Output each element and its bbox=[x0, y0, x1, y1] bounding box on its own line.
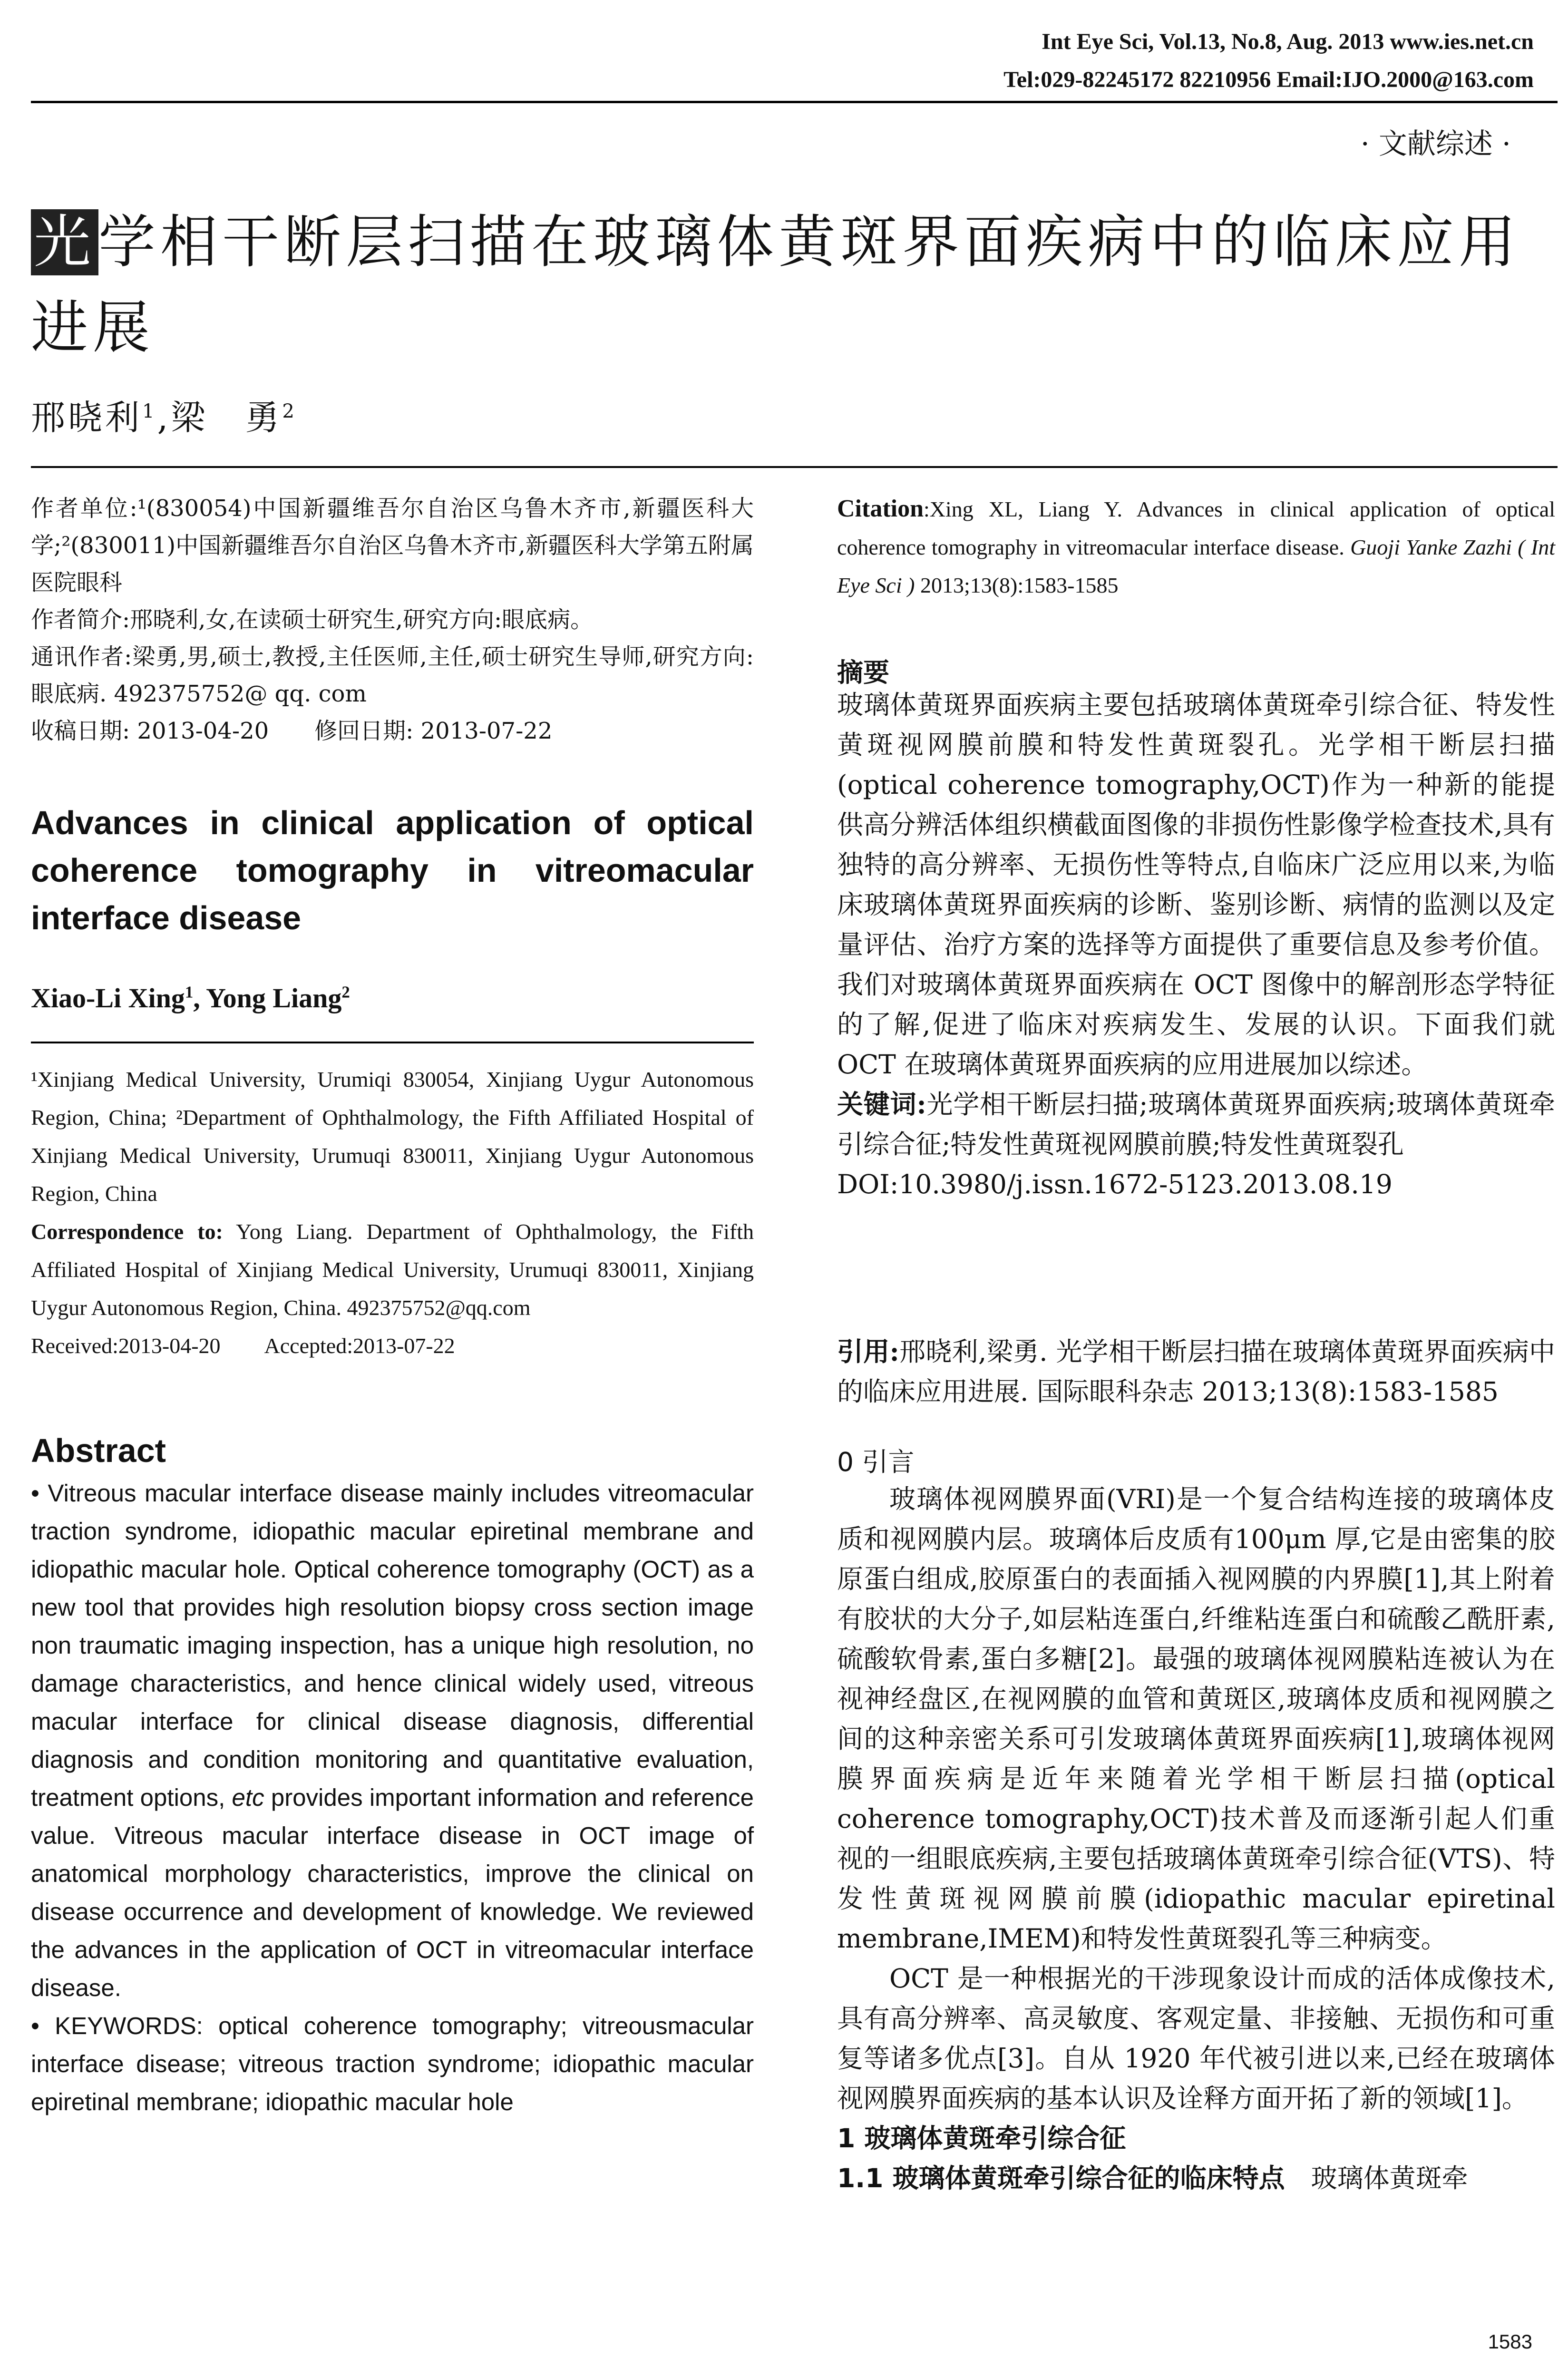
keywords-cn bbox=[837, 1084, 1555, 1164]
title-rest: 学相干断层扫描在玻璃体黄斑界面疾病中的临床应用进展 bbox=[31, 209, 1520, 361]
article-title bbox=[31, 200, 1534, 371]
affil-dates-cn: 收稿日期: 2013-04-20 修回日期: 2013-07-22 bbox=[31, 718, 553, 744]
author-2-sup: 2 bbox=[282, 400, 297, 422]
citation-en-text: :Xing XL, Liang Y. Advances in clinical application of optical coherence tomography in vitreomacular interface disease. bbox=[837, 497, 1555, 559]
en-corr-label: Correspondence to: bbox=[31, 1219, 223, 1244]
abstract-en-text bbox=[31, 1474, 754, 2007]
english-affiliation-block bbox=[31, 1061, 754, 1365]
affil-intro-cn: 作者简介:邢晓利,女,在读硕士研究生,研究方向:眼底病。 bbox=[31, 606, 594, 633]
citation-en-tail: 2013;13(8):1583-1585 bbox=[915, 573, 1119, 597]
header-rule bbox=[31, 101, 1558, 103]
section-1-1-text: 玻璃体黄斑牵 bbox=[1285, 2163, 1468, 2193]
keywords-cn-text: 光学相干断层扫描;玻璃体黄斑界面疾病;玻璃体黄斑牵引综合征;特发性黄斑视网膜前膜;特发性黄斑裂孔 bbox=[837, 1089, 1555, 1159]
affil-unit-cn: 作者单位:¹(830054)中国新疆维吾尔自治区乌鲁木齐市,新疆医科大学;²(830011)中国新疆维吾尔自治区乌鲁木齐市,新疆医科大学第五附属医院眼科 bbox=[31, 495, 754, 596]
abstract-en-keywords: • KEYWORDS: optical coherence tomography; vitreousmacular interface disease; vitreous traction syndrome; idiopathic macular epiretinal membrane; idiopathic macular hole bbox=[31, 2012, 754, 2115]
en-author-2-sup: 2 bbox=[341, 983, 350, 1002]
authors-rule bbox=[31, 466, 1558, 468]
en-dates: Received:2013-04-20 Accepted:2013-07-22 bbox=[31, 1334, 455, 1358]
intro-heading: 0 引言 bbox=[837, 1447, 915, 1477]
author-1-cn: 邢晓利 bbox=[31, 398, 143, 438]
citation-cn-label: 引用: bbox=[837, 1336, 899, 1367]
citation-en-label: Citation bbox=[837, 495, 924, 522]
abstract-en-etc: etc bbox=[232, 1784, 264, 1811]
affil-corr-cn: 通讯作者:梁勇,男,硕士,教授,主任医师,主任,硕士研究生导师,研究方向:眼底病. 492375752@ qq. com bbox=[31, 643, 754, 707]
authors-cn bbox=[31, 390, 297, 439]
author-1-sup: 1 bbox=[142, 400, 157, 422]
citation-en bbox=[837, 490, 1555, 604]
en-correspondence bbox=[31, 1213, 754, 1327]
abstract-en-text-a: • Vitreous macular interface disease mainly includes vitreomacular traction syndrome, idiopathic macular epiretinal membrane and idiopathic macular hole. Optical coherence tomography (OCT) as a new tool that provides high resolution biopsy cross section image non traumatic imaging inspection, has a unique high resolution, no damage characteristics, and hence clinical widely used, vitreous macular interface for clinical disease diagnosis, differential diagnosis and condition monitoring and quantitative evaluation, treatment options, bbox=[31, 1480, 754, 1811]
contact-header-line: Tel:029-82245172 82210956 Email:IJO.2000@163.com bbox=[1003, 67, 1534, 92]
intro-block bbox=[837, 1479, 1555, 2198]
abstract-cn-block bbox=[837, 685, 1555, 1204]
title-first-char: 光 bbox=[31, 209, 98, 275]
doi-cn: DOI:10.3980/j.issn.1672-5123.2013.08.19 bbox=[837, 1169, 1393, 1199]
citation-en-journal: Guoji Yanke Zazhi ( Int Eye Sci ) bbox=[837, 535, 1556, 597]
en-author-sep: , Yong Liang bbox=[193, 983, 342, 1013]
affiliation-cn-block bbox=[31, 490, 754, 750]
citation-cn bbox=[837, 1332, 1555, 1412]
en-corr-text: Yong Liang. Department of Ophthalmology, the Fifth Affiliated Hospital of Xinjiang Medical University, Urumuqi 830011, Xinjiang Uygur Autonomous Region, China. 492375752@qq.com bbox=[31, 1219, 754, 1320]
abstract-en-body bbox=[31, 1474, 754, 2121]
citation-cn-text: 邢晓利,梁勇. 光学相干断层扫描在玻璃体黄斑界面疾病中的临床应用进展. 国际眼科杂志 2013;13(8):1583-1585 bbox=[837, 1336, 1555, 1407]
page-number: 1583 bbox=[1488, 2330, 1532, 2353]
section-1-heading: 1 玻璃体黄斑牵引综合征 bbox=[837, 2123, 1126, 2153]
journal-header-line: Int Eye Sci, Vol.13, No.8, Aug. 2013 www.ies.net.cn bbox=[1042, 29, 1534, 54]
section-1-1-heading: 1.1 玻璃体黄斑牵引综合征的临床特点 bbox=[837, 2163, 1285, 2193]
keywords-cn-label: 关键词: bbox=[837, 1089, 926, 1120]
abstract-en-text-b: provides important information and reference value. Vitreous macular interface disease in OCT image of anatomical morphology characteristics, improve the clinical on disease occurrence and development of knowledge. We reviewed the advances in the application of OCT in vitreomacular interface disease. bbox=[31, 1784, 754, 2001]
abstract-cn-body: 玻璃体黄斑界面疾病主要包括玻璃体黄斑牵引综合征、特发性黄斑视网膜前膜和特发性黄斑裂孔。光学相干断层扫描(optical coherence tomography,OCT)作为一种新的能提供高分辨活体组织横截面图像的非损伤性影像学检查技术,具有独特的高分辨率、无损伤性等特点,自临床广泛应用以来,为临床玻璃体黄斑界面疾病的诊断、鉴别诊断、病情的监测以及定量评估、治疗方案的选择等方面提供了重要信息及参考价值。我们对玻璃体黄斑界面疾病在 OCT 图像中的解剖形态学特征的了解,促进了临床对疾病发生、发展的认识。下面我们就 OCT 在玻璃体黄斑界面疾病的应用进展加以综述。 bbox=[837, 690, 1555, 1080]
english-authors bbox=[31, 982, 754, 1014]
en-author-1-sup: 1 bbox=[185, 983, 194, 1002]
section-tag: · 文献综述 · bbox=[1360, 127, 1511, 161]
en-affiliation: ¹Xinjiang Medical University, Urumiqi 830054, Xinjiang Uygur Autonomous Region, China; ²Department of Ophthalmology, the Fifth Affiliated Hospital of Xinjiang Medical University, Urumuqi 830011, Xinjiang Uygur Autonomous Region, China bbox=[31, 1067, 754, 1206]
intro-paragraph-2: OCT 是一种根据光的干涉现象设计而成的活体成像技术,具有高分辨率、高灵敏度、客观定量、非接触、无损伤和可重复等诸多优点[3]。自从 1920 年代被引进以来,已经在玻璃体视网膜界面疾病的基本认识及诠释方面开拓了新的领域[1]。 bbox=[837, 1963, 1555, 2114]
abstract-en-heading: Abstract bbox=[31, 1432, 166, 1469]
en-authors-rule bbox=[31, 1042, 754, 1043]
abstract-cn-heading: 摘要 bbox=[837, 657, 890, 688]
english-title: Advances in clinical application of optical coherence tomography in vitreomacular interface disease bbox=[31, 804, 754, 936]
en-author-1: Xiao-Li Xing bbox=[31, 983, 185, 1013]
intro-paragraph-1: 玻璃体视网膜界面(VRI)是一个复合结构连接的玻璃体皮质和视网膜内层。玻璃体后皮质有100μm 厚,它是由密集的胶原蛋白组成,胶原蛋白的表面插入视网膜的内界膜[1],其上附着有胶状的大分子,如层粘连蛋白,纤维粘连蛋白和硫酸乙酰肝素,硫酸软骨素,蛋白多糖[2]。最强的玻璃体视网膜粘连被认为在视神经盘区,在视网膜的血管和黄斑区,玻璃体皮质和视网膜之间的这种亲密关系可引发玻璃体黄斑界面疾病[1],玻璃体视网膜界面疾病是近年来随着光学相干断层扫描(optical coherence tomography,OCT)技术普及而逐渐引起人们重视的一组眼底疾病,主要包括玻璃体黄斑牵引综合征(VTS)、特发性黄斑视网膜前膜(idiopathic macular epiretinal membrane,IMEM)和特发性黄斑裂孔等三种病变。 bbox=[837, 1484, 1555, 1954]
author-sep-cn: ,梁 勇 bbox=[157, 398, 282, 438]
